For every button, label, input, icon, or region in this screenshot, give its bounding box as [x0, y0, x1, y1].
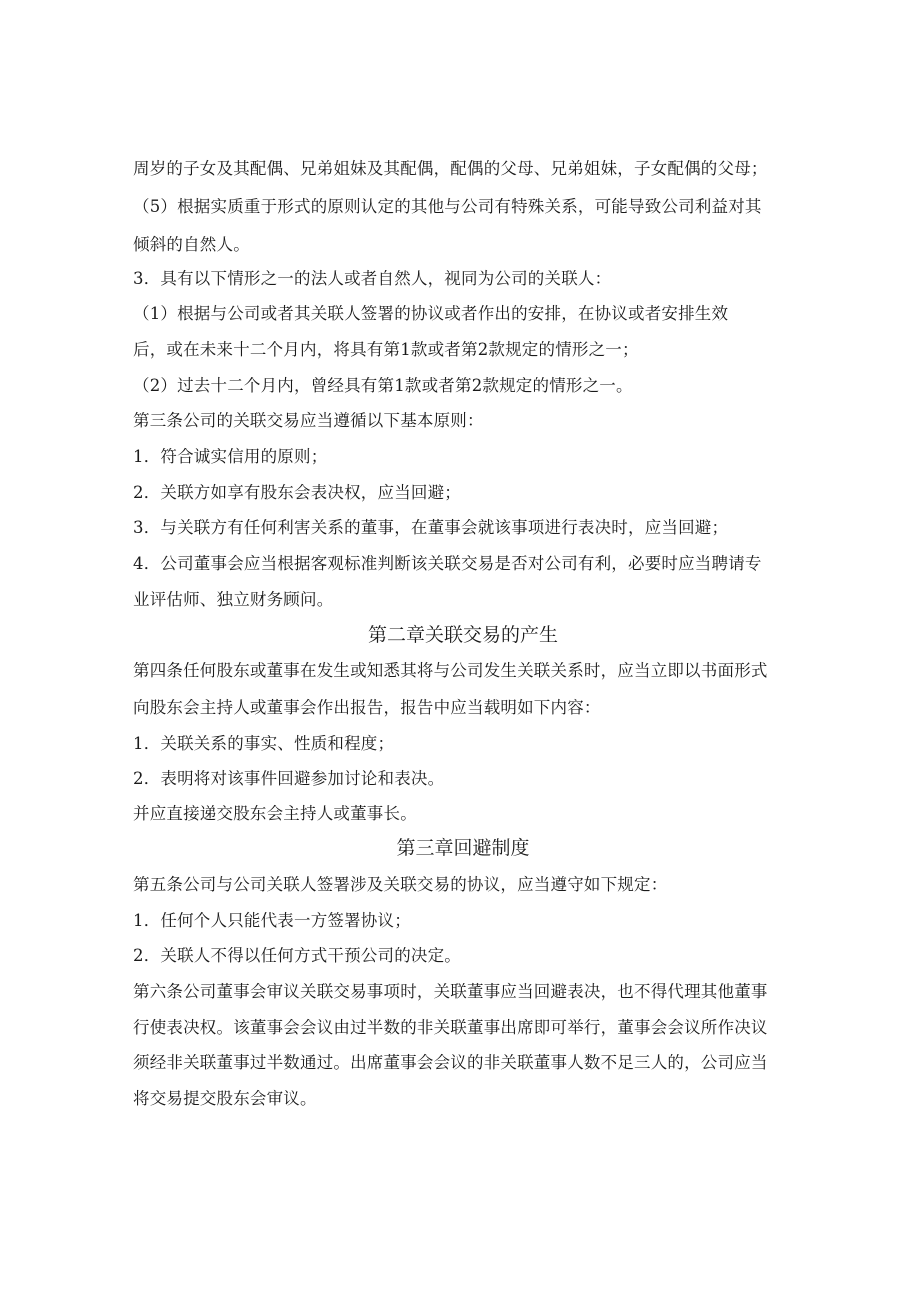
- list-item: 1．关联关系的事实、性质和程度；: [133, 734, 395, 753]
- paragraph-line: 业评估师、独立财务顾问。: [133, 590, 334, 609]
- paragraph-line: 第四条任何股东或董事在发生或知悉其将与公司发生关联关系时，应当立即以书面形式: [133, 661, 768, 680]
- paragraph-line: （1）根据与公司或者其关联人签署的协议或者作出的安排，在协议或者安排生效: [133, 304, 729, 323]
- chapter-heading: 第二章关联交易的产生: [367, 624, 558, 646]
- paragraph-line: （2）过去十二个月内，曾经具有第1款或者第2款规定的情形之一。: [133, 376, 633, 395]
- paragraph-line: 3．具有以下情形之一的法人或者自然人，视同为公司的关联人：: [133, 269, 612, 288]
- list-item: 3．与关联方有任何利害关系的董事，在董事会就该事项进行表决时，应当回避；: [133, 518, 729, 537]
- list-item: 2．关联方如享有股东会表决权，应当回避；: [133, 483, 461, 502]
- paragraph-line: 须经非关联董事过半数通过。出席董事会会议的非关联董事人数不足三人的，公司应当: [133, 1053, 768, 1072]
- paragraph-line: 将交易提交股东会审议。: [133, 1089, 317, 1108]
- paragraph-line: （5）根据实质重于形式的原则认定的其他与公司有特殊关系，可能导致公司利益对其: [133, 197, 762, 216]
- paragraph-line: 第六条公司董事会审议关联交易事项时，关联董事应当回避表决，也不得代理其他董事: [133, 982, 768, 1001]
- list-item: 1．符合诚实信用的原则；: [133, 447, 328, 466]
- list-item: 1．任何个人只能代表一方签署协议；: [133, 911, 411, 930]
- paragraph-line: 后，或在未来十二个月内，将具有第1款或者第2款规定的情形之一；: [133, 340, 639, 359]
- paragraph-line: 并应直接递交股东会主持人或董事长。: [133, 804, 417, 823]
- paragraph-line: 向股东会主持人或董事会作出报告，报告中应当载明如下内容：: [133, 698, 601, 717]
- paragraph-line: 周岁的子女及其配偶、兄弟姐妹及其配偶，配偶的父母、兄弟姐妹，子女配偶的父母；: [133, 159, 768, 178]
- list-item: 4．公司董事会应当根据客观标准判断该关联交易是否对公司有利，必要时应当聘请专: [133, 554, 762, 573]
- chapter-heading: 第三章回避制度: [396, 837, 530, 859]
- paragraph-line: 第五条公司与公司关联人签署涉及关联交易的协议，应当遵守如下规定：: [133, 875, 668, 894]
- list-item: 2．关联人不得以任何方式干预公司的决定。: [133, 946, 461, 965]
- paragraph-line: 行使表决权。该董事会会议由过半数的非关联董事出席即可举行，董事会会议所作决议: [133, 1018, 768, 1037]
- paragraph-line: 倾斜的自然人。: [133, 235, 250, 254]
- paragraph-line: 第三条公司的关联交易应当遵循以下基本原则：: [133, 411, 484, 430]
- list-item: 2．表明将对该事件回避参加讨论和表决。: [133, 769, 445, 788]
